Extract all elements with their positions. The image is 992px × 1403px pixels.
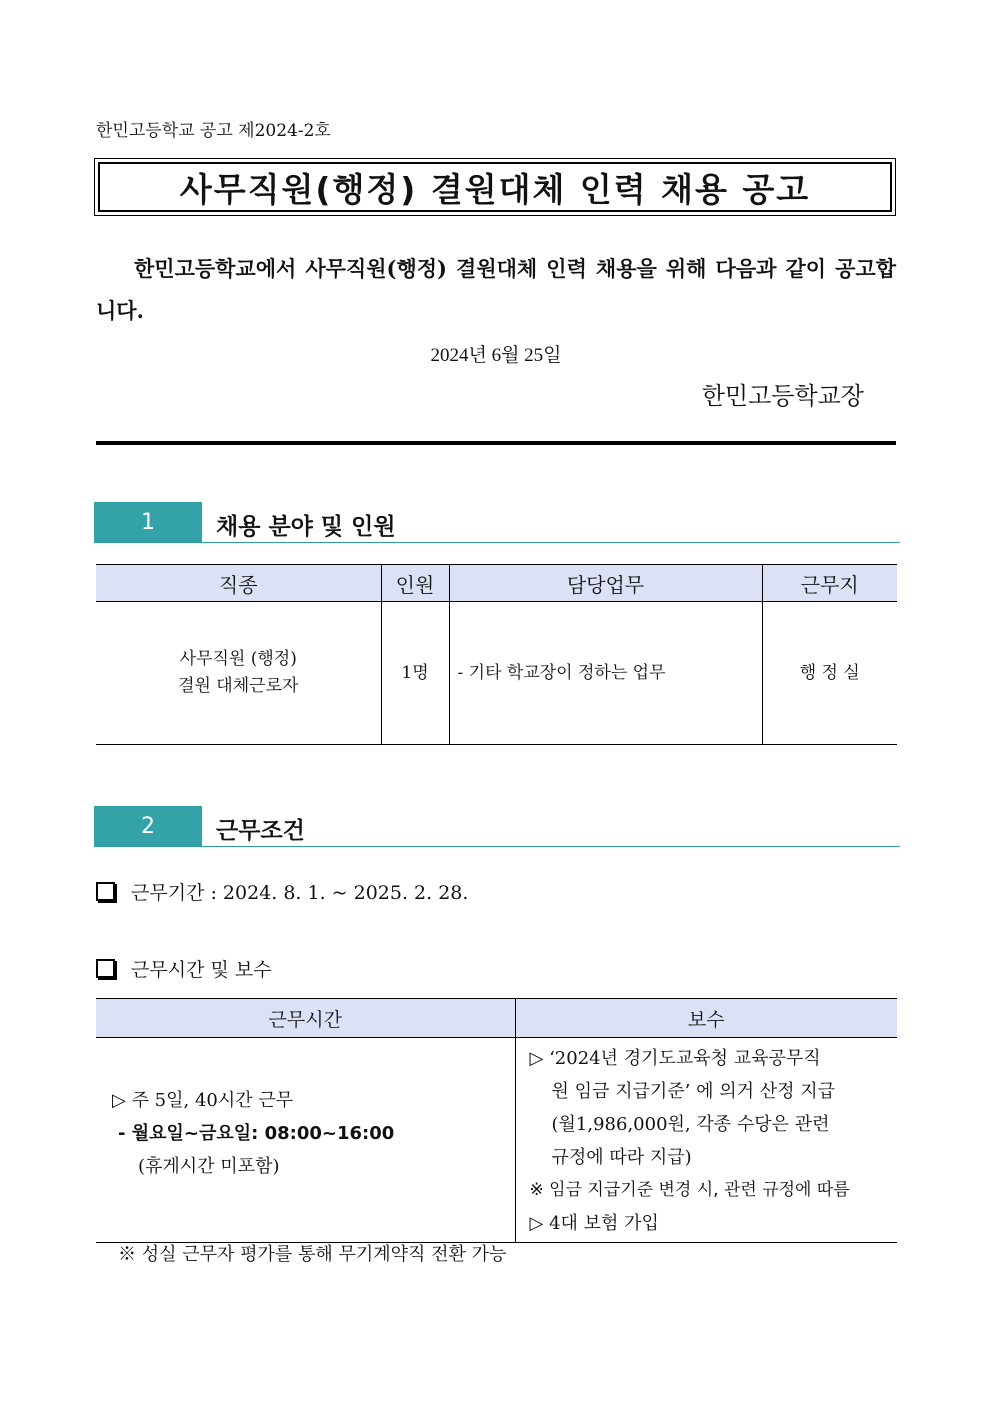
announcement-date: 2024년 6월 25일 [430,345,562,366]
divider [96,441,896,445]
section2-title: 근무조건 [216,818,305,844]
pay-line1: ▷ ‘2024년 경기도교육청 교육공무직 [529,1048,821,1069]
checkbox-icon [96,959,115,978]
recruitment-table [96,564,897,745]
pay-line3: (월1,986,000원, 각종 수당은 관련 [551,1114,830,1135]
header-job: 직종 [96,565,381,602]
hours-line1: ▷ 주 5일, 40시간 근무 [112,1090,294,1111]
section2-header [94,806,900,847]
table-header-row [96,565,897,602]
job-line1: 사무직원 (행정) [179,649,297,669]
header-count: 인원 [381,565,449,602]
cell-pay [515,1038,897,1243]
period-item [96,878,468,905]
cell-count: 1명 [381,602,449,745]
table-row [96,602,897,745]
title-box [94,158,896,216]
hours-pay-table [96,998,897,1243]
footnote: ※ 성실 근무자 평가를 통해 무기계약직 전환 가능 [118,1244,507,1265]
table-header-row [96,999,897,1038]
issuer: 한민고등학교장 [701,382,864,410]
hours-line3: (휴게시간 미포함) [138,1156,280,1177]
cell-job [96,602,381,745]
pay-line6: ▷ 4대 보험 가입 [529,1213,659,1234]
cell-place: 행 정 실 [762,602,897,745]
header-place: 근무지 [762,565,897,602]
job-line2: 결원 대체근로자 [178,676,299,696]
header-pay: 보수 [515,999,897,1038]
table-row [96,1038,897,1243]
section2-number: 2 [94,806,202,846]
checkbox-icon [96,882,115,901]
pay-line4: 규정에 따라 지급) [551,1147,692,1168]
pay-line2: 원 임금 지급기준’ 에 의거 산정 지급 [551,1081,835,1102]
section1-header [94,502,900,543]
hours-pay-title: 근무시간 및 보수 [131,959,272,981]
page-title: 사무직원(행정) 결원대체 인력 채용 공고 [98,162,892,212]
section1-title: 채용 분야 및 인원 [216,514,396,540]
hours-schedule: - 월요일~금요일: 08:00~16:00 [118,1123,395,1144]
pay-line5: ※ 임금 지급기준 변경 시, 관련 규정에 따름 [529,1180,850,1200]
cell-hours [96,1038,515,1243]
hours-pay-item [96,955,272,982]
section1-number: 1 [94,502,202,542]
work-period: 근무기간 : 2024. 8. 1. ~ 2025. 2. 28. [131,882,469,904]
intro-text: 한민고등학교에서 사무직원(행정) 결원대체 인력 채용을 위해 다음과 같이 공고합니다. [96,256,896,323]
notice-number: 한민고등학교 공고 제2024-2호 [96,121,331,141]
cell-duty: - 기타 학교장이 정하는 업무 [449,602,762,745]
hours-line2 [112,1117,515,1150]
header-duty: 담당업무 [449,565,762,602]
header-hours: 근무시간 [96,999,515,1038]
